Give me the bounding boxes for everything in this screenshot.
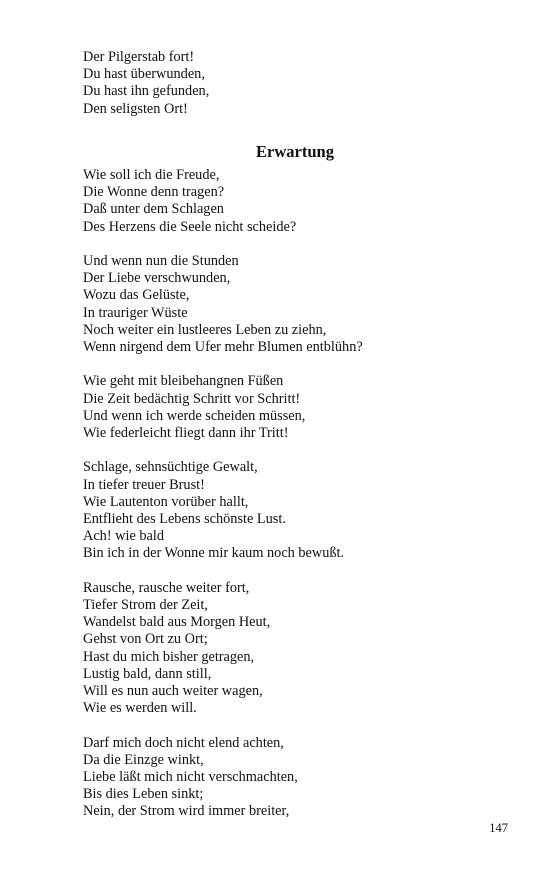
poem-line: Wie es werden will.: [83, 700, 197, 717]
poem-line: Du hast überwunden,: [83, 66, 205, 83]
poem-line: Bin ich in der Wonne mir kaum noch bewußt.: [83, 545, 345, 562]
stanza-4: [83, 459, 513, 562]
stanza-5: [83, 580, 513, 718]
poem-body: [83, 167, 513, 821]
poem-line: In tiefer treuer Brust!: [83, 476, 205, 493]
poem-line: Wie geht mit bleibehangnen Füßen: [83, 373, 284, 390]
page-number: 147: [489, 821, 508, 835]
poem-line: Und wenn ich werde scheiden müssen,: [83, 407, 306, 424]
poem-line: Rausche, rausche weiter fort,: [83, 579, 250, 596]
poem-line: Wie Lautenton vorüber hallt,: [83, 493, 249, 510]
poem-line: Du hast ihn gefunden,: [83, 83, 210, 100]
poem-title: Erwartung: [256, 142, 334, 161]
poem-line: Wie federleicht fliegt dann ihr Tritt!: [83, 425, 289, 442]
poem-line: Entflieht des Lebens schönste Lust.: [83, 511, 286, 528]
poem-line: Ach! wie bald: [83, 528, 164, 545]
poem-line: Schlage, sehnsüchtige Gewalt,: [83, 459, 258, 476]
poem-line: Lustig bald, dann still,: [83, 665, 212, 682]
poem-line: Liebe läßt mich nicht verschmachten,: [83, 769, 298, 786]
poem-line: Will es nun auch weiter wagen,: [83, 683, 263, 700]
previous-poem-ending: [83, 49, 513, 118]
poem-line: Darf mich doch nicht elend achten,: [83, 734, 284, 751]
poem-line: In trauriger Wüste: [83, 304, 188, 321]
poem-line: Den seligsten Ort!: [83, 100, 188, 117]
poem-line: Daß unter dem Schlagen: [83, 201, 224, 218]
poem-line: Des Herzens die Seele nicht scheide?: [83, 218, 297, 235]
poem-line: Die Zeit bedächtig Schritt vor Schritt!: [83, 390, 301, 407]
poem-line: Gehst von Ort zu Ort;: [83, 631, 208, 648]
poem-line: Wozu das Gelüste,: [83, 287, 190, 304]
poem-line: Wie soll ich die Freude,: [83, 167, 220, 183]
stanza: [83, 49, 513, 118]
poem-line: Wandelst bald aus Morgen Heut,: [83, 614, 271, 631]
poem-line: Hast du mich bisher getragen,: [83, 648, 255, 665]
stanza-6: [83, 735, 513, 821]
poem-line: Der Liebe verschwunden,: [83, 270, 231, 287]
poem-line: Wenn nirgend dem Ufer mehr Blumen entblühn?: [83, 339, 363, 356]
poem-line: Da die Einzge winkt,: [83, 751, 204, 768]
poem-line: Die Wonne denn tragen?: [83, 184, 225, 201]
stanza-1: [83, 167, 513, 236]
poem-line: Nein, der Strom wird immer breiter,: [83, 803, 290, 820]
poem-line: Und wenn nun die Stunden: [83, 253, 239, 269]
poem-line: Noch weiter ein lustleeres Leben zu ziehn,: [83, 321, 327, 338]
stanza-2: [83, 253, 513, 356]
poem-line: Tiefer Strom der Zeit,: [83, 597, 208, 614]
poem-line: Bis dies Leben sinkt;: [83, 786, 204, 803]
stanza-3: [83, 373, 513, 442]
poem-line: Der Pilgerstab fort!: [83, 49, 195, 65]
